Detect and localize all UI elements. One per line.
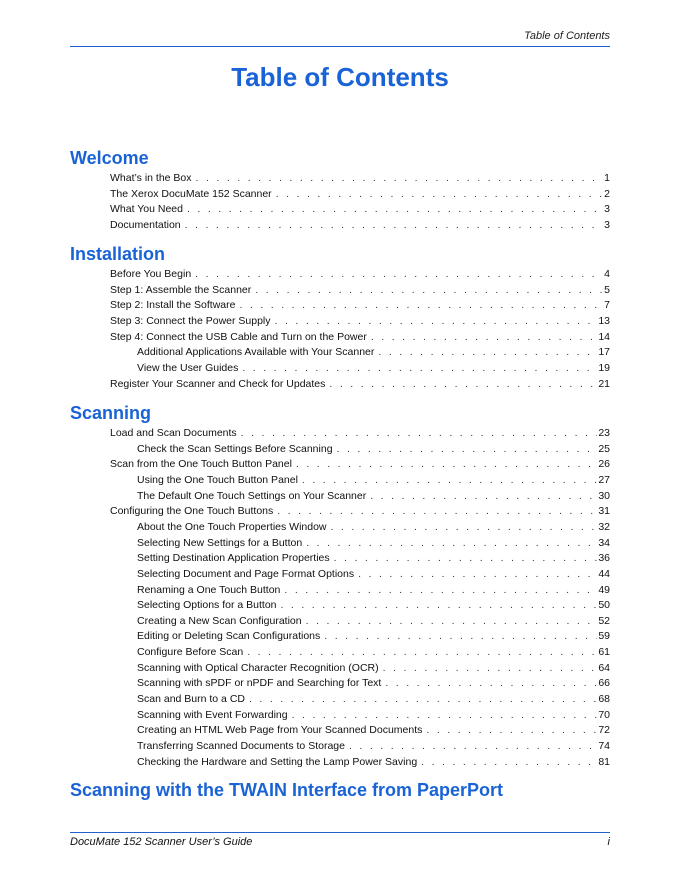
toc-entry[interactable] (110, 203, 610, 216)
toc-entry-page: 74 (598, 740, 610, 752)
toc-entry-page: 26 (598, 458, 610, 471)
toc-entry-page: 17 (598, 346, 610, 359)
toc-entry-title: Selecting Options for a Button (137, 599, 277, 612)
dot-leader (241, 427, 598, 440)
page-title: Table of Contents (231, 62, 449, 92)
toc-entry-page: 30 (598, 489, 610, 502)
toc-entry[interactable] (110, 505, 610, 518)
toc-entry-title: The Xerox DocuMate 152 Scanner (110, 187, 272, 200)
section-heading: Installation (70, 244, 166, 264)
toc-entry-page: 34 (598, 536, 610, 549)
dot-leader (185, 219, 604, 232)
table-of-contents (70, 0, 610, 880)
section-heading: Welcome (70, 148, 149, 168)
toc-entry-title: The Default One Touch Settings on Your Scanner (137, 489, 367, 502)
dot-leader (324, 630, 597, 643)
dot-leader (302, 474, 597, 487)
section-heading: Scanning with the TWAIN Interface from PaperPort (70, 780, 504, 800)
toc-entry-title: Scan from the One Touch Button Panel (110, 458, 292, 471)
toc-entry-title: What’s in the Box (110, 172, 192, 184)
toc-entry-page: 2 (604, 187, 610, 200)
dot-leader (358, 568, 597, 581)
dot-leader (329, 378, 597, 391)
dot-leader (306, 537, 597, 550)
toc-entry-page: 66 (598, 677, 610, 690)
toc-entry-page: 27 (598, 473, 610, 486)
toc-entry-title: Load and Scan Documents (110, 427, 237, 439)
toc-entry-page: 23 (598, 427, 610, 439)
toc-entry-title: Checking the Hardware and Setting the Lamp Power Saving (137, 755, 418, 768)
toc-entry[interactable] (110, 378, 610, 391)
dot-leader (195, 268, 603, 281)
toc-entry-title: Step 2: Install the Software (110, 299, 236, 312)
toc-entry[interactable] (110, 458, 610, 471)
toc-entry[interactable] (137, 646, 610, 659)
dot-leader (385, 677, 597, 690)
toc-entry-page: 13 (598, 314, 610, 327)
dot-leader (306, 615, 598, 628)
dot-leader (249, 693, 597, 706)
footer-rule (70, 832, 610, 833)
toc-entry[interactable] (110, 331, 610, 344)
toc-entry[interactable] (137, 630, 610, 643)
dot-leader (349, 740, 597, 753)
toc-entry-page: 3 (604, 203, 610, 216)
toc-entry-page: 7 (604, 299, 610, 312)
toc-entry-title: Scan and Burn to a CD (137, 693, 245, 706)
dot-leader (196, 172, 604, 185)
dot-leader (281, 599, 598, 612)
toc-entry[interactable] (110, 188, 610, 201)
toc-entry[interactable] (110, 219, 610, 232)
dot-leader (277, 505, 597, 518)
dot-leader (334, 552, 598, 565)
toc-entry-page: 14 (598, 330, 610, 343)
dot-leader (378, 346, 597, 359)
dot-leader (276, 188, 603, 201)
toc-entry-title: Setting Destination Application Properties (137, 552, 330, 565)
toc-entry-title: Transferring Scanned Documents to Storage (137, 740, 345, 752)
toc-entry[interactable] (110, 427, 610, 440)
dot-leader (337, 443, 598, 456)
toc-entry-page: 25 (598, 442, 610, 455)
dot-leader (331, 521, 598, 534)
toc-entry[interactable] (137, 662, 610, 675)
dot-leader (240, 299, 604, 312)
toc-entry[interactable] (137, 443, 610, 456)
toc-entry-page: 72 (598, 724, 610, 737)
toc-entry[interactable] (110, 268, 610, 281)
toc-entry-title: Editing or Deleting Scan Configurations (137, 630, 321, 643)
toc-entry-title: View the User Guides (137, 361, 239, 374)
toc-entry[interactable] (137, 490, 610, 503)
dot-leader (296, 458, 597, 471)
toc-entry-page: 32 (598, 520, 610, 533)
dot-leader (292, 709, 598, 722)
toc-entry[interactable] (137, 756, 610, 769)
footer-page-number: i (607, 836, 610, 848)
toc-entry-title: Configure Before Scan (137, 646, 244, 659)
toc-entry-title: Scanning with sPDF or nPDF and Searching for Text (137, 677, 382, 690)
toc-entry-page: 5 (604, 283, 610, 296)
toc-entry[interactable] (110, 172, 610, 185)
toc-entry-title: Using the One Touch Button Panel (137, 473, 298, 486)
toc-entry-page: 81 (598, 755, 610, 768)
toc-entry-title: Configuring the One Touch Buttons (110, 505, 274, 518)
toc-entry-title: Creating a New Scan Configuration (137, 614, 302, 627)
toc-entry-title: Scanning with Optical Character Recognition (OCR) (137, 661, 379, 674)
toc-entry-title: Renaming a One Touch Button (137, 583, 281, 596)
dot-leader (284, 584, 597, 597)
toc-entry[interactable] (137, 584, 610, 597)
toc-entry-page: 44 (598, 567, 610, 580)
toc-entry-title: Check the Scan Settings Before Scanning (137, 442, 333, 455)
toc-entry[interactable] (137, 552, 610, 565)
dot-leader (242, 362, 597, 375)
toc-entry-title: Step 4: Connect the USB Cable and Turn on the Power (110, 330, 367, 343)
dot-leader (421, 756, 597, 769)
toc-entry-page: 61 (598, 646, 610, 659)
toc-entry[interactable] (137, 709, 610, 722)
toc-entry-page: 68 (598, 693, 610, 706)
dot-leader (275, 315, 598, 328)
toc-entry[interactable] (110, 299, 610, 312)
toc-entry-title: Scanning with Event Forwarding (137, 708, 288, 721)
toc-entry-title: What You Need (110, 203, 183, 216)
dot-leader (371, 331, 597, 344)
dot-leader (255, 284, 603, 297)
toc-entry-title: Selecting New Settings for a Button (137, 536, 303, 549)
toc-entry-title: Documentation (110, 218, 181, 231)
toc-entry[interactable] (137, 599, 610, 612)
toc-entry[interactable] (137, 615, 610, 628)
toc-entry[interactable] (137, 362, 610, 375)
toc-entry-page: 21 (598, 377, 610, 390)
toc-entry[interactable] (110, 315, 610, 328)
toc-entry-page: 70 (598, 708, 610, 721)
toc-entry[interactable] (137, 474, 610, 487)
toc-entry-page: 1 (604, 172, 610, 184)
toc-entry-title: Step 3: Connect the Power Supply (110, 314, 271, 327)
toc-entry-page: 31 (598, 505, 610, 518)
dot-leader (247, 646, 597, 659)
toc-entry-page: 36 (598, 552, 610, 565)
toc-entry-title: Before You Begin (110, 268, 192, 280)
footer-document-title: DocuMate 152 Scanner User’s Guide (70, 836, 253, 848)
dot-leader (370, 490, 597, 503)
toc-entry-title: Step 1: Assemble the Scanner (110, 283, 252, 296)
toc-entry-page: 64 (598, 661, 610, 674)
dot-leader (187, 203, 603, 216)
toc-entry-page: 19 (598, 361, 610, 374)
toc-entry-page: 50 (598, 599, 610, 612)
toc-entry[interactable] (137, 740, 610, 753)
toc-entry-page: 4 (604, 268, 610, 280)
toc-entry[interactable] (137, 693, 610, 706)
toc-entry[interactable] (137, 521, 610, 534)
toc-entry-title: Selecting Document and Page Format Options (137, 567, 355, 580)
toc-entry[interactable] (137, 537, 610, 550)
toc-entry-title: About the One Touch Properties Window (137, 520, 327, 533)
toc-entry-page: 59 (598, 630, 610, 643)
toc-entry[interactable] (137, 677, 610, 690)
toc-entry-title: Register Your Scanner and Check for Updates (110, 377, 326, 390)
running-header: Table of Contents (524, 30, 610, 42)
section-heading: Scanning (70, 403, 152, 423)
toc-entry[interactable] (110, 284, 610, 297)
toc-entry-title: Creating an HTML Web Page from Your Scanned Documents (137, 724, 423, 737)
toc-entry-title: Additional Applications Available with Your Scanner (137, 346, 375, 359)
dot-leader (426, 724, 597, 737)
toc-entry[interactable] (137, 568, 610, 581)
toc-entry-page: 3 (604, 218, 610, 231)
dot-leader (383, 662, 598, 675)
toc-entry-page: 52 (598, 614, 610, 627)
toc-entry[interactable] (137, 724, 610, 737)
toc-entry-page: 49 (598, 583, 610, 596)
toc-entry[interactable] (137, 346, 610, 359)
